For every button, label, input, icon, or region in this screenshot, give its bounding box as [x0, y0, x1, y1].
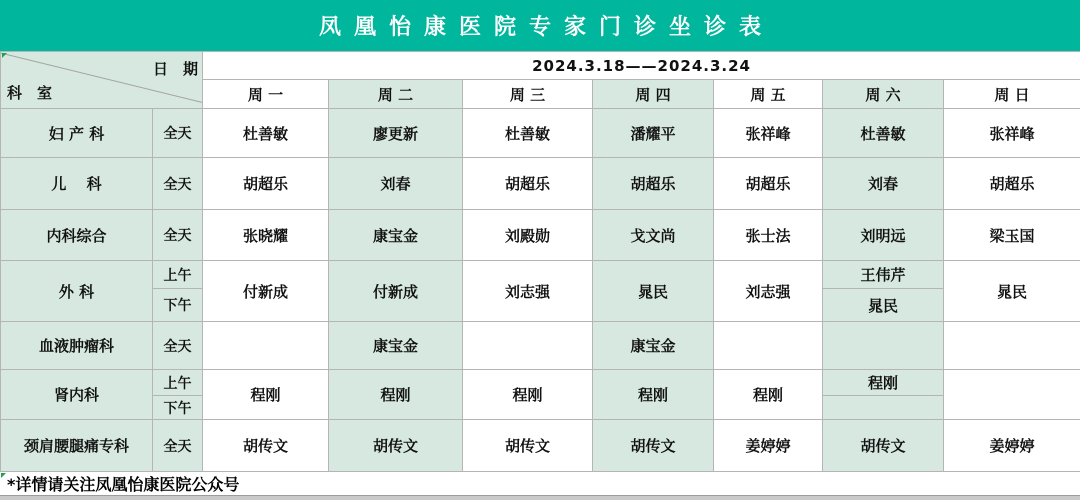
schedule-cell[interactable]: [823, 396, 944, 420]
schedule-cell[interactable]: 胡传文: [823, 420, 944, 472]
bottom-strip: [0, 496, 1080, 500]
schedule-cell[interactable]: 廖更新: [329, 109, 463, 158]
schedule-cell[interactable]: 梁玉国: [944, 210, 1080, 261]
schedule-cell[interactable]: 张士法: [714, 210, 823, 261]
time-cell-am[interactable]: 上午: [153, 261, 203, 289]
schedule-cell[interactable]: 刘明远: [823, 210, 944, 261]
dept-cell[interactable]: 妇 产 科: [1, 109, 153, 158]
dept-axis-label: 科 室: [7, 84, 53, 102]
schedule-cell[interactable]: 胡传文: [593, 420, 714, 472]
schedule-cell[interactable]: 胡传文: [329, 420, 463, 472]
schedule-cell[interactable]: 杜善敏: [463, 109, 593, 158]
schedule-cell[interactable]: 戈文尚: [593, 210, 714, 261]
day-header-thu[interactable]: 周 四: [593, 80, 714, 109]
schedule-cell[interactable]: 刘春: [329, 158, 463, 210]
schedule-cell[interactable]: 胡超乐: [593, 158, 714, 210]
day-header-sat[interactable]: 周 六: [823, 80, 944, 109]
schedule-cell[interactable]: 胡传文: [203, 420, 329, 472]
schedule-cell[interactable]: 刘春: [823, 158, 944, 210]
corner-cell[interactable]: [1, 52, 203, 109]
schedule-cell[interactable]: [944, 322, 1080, 370]
schedule-cell[interactable]: 胡超乐: [944, 158, 1080, 210]
schedule-cell[interactable]: [944, 370, 1080, 420]
time-cell-pm[interactable]: 下午: [153, 396, 203, 420]
schedule-cell[interactable]: 杜善敏: [203, 109, 329, 158]
date-range-cell[interactable]: 2024.3.18——2024.3.24: [203, 52, 1080, 80]
schedule-cell[interactable]: 张祥峰: [714, 109, 823, 158]
schedule-cell[interactable]: 王伟芹: [823, 261, 944, 289]
corner-mark-icon: [1, 473, 6, 478]
schedule-cell[interactable]: 张晓耀: [203, 210, 329, 261]
title-bar: [0, 0, 1080, 51]
schedule-cell[interactable]: [203, 322, 329, 370]
time-cell[interactable]: 全天: [153, 420, 203, 472]
schedule-cell[interactable]: 张祥峰: [944, 109, 1080, 158]
time-cell[interactable]: 全天: [153, 322, 203, 370]
schedule-cell[interactable]: 程刚: [823, 370, 944, 396]
schedule-cell[interactable]: 刘殿勋: [463, 210, 593, 261]
schedule-cell[interactable]: 程刚: [714, 370, 823, 420]
schedule-cell[interactable]: 胡传文: [463, 420, 593, 472]
schedule-cell[interactable]: 潘耀平: [593, 109, 714, 158]
schedule-cell[interactable]: 晁民: [593, 261, 714, 322]
dept-cell[interactable]: 儿 科: [1, 158, 153, 210]
day-header-wed[interactable]: 周 三: [463, 80, 593, 109]
dept-cell[interactable]: 外 科: [1, 261, 153, 322]
dept-cell[interactable]: 内科综合: [1, 210, 153, 261]
page-title: 凤凰怡康医院专家门诊坐诊表: [318, 15, 774, 40]
schedule-cell[interactable]: [823, 322, 944, 370]
footer-note: *详情请关注凤凰怡康医院公众号: [7, 475, 240, 494]
schedule-cell[interactable]: 康宝金: [329, 210, 463, 261]
day-header-sun[interactable]: 周 日: [944, 80, 1080, 109]
corner-mark-icon: [2, 53, 7, 58]
schedule-cell[interactable]: [463, 322, 593, 370]
schedule-cell[interactable]: 程刚: [463, 370, 593, 420]
date-axis-label: 日 期: [152, 60, 198, 78]
schedule-cell[interactable]: 康宝金: [329, 322, 463, 370]
schedule-cell[interactable]: 付新成: [329, 261, 463, 322]
time-cell[interactable]: 全天: [153, 158, 203, 210]
schedule-cell[interactable]: 刘志强: [463, 261, 593, 322]
day-header-mon[interactable]: 周 一: [203, 80, 329, 109]
dept-cell[interactable]: 血液肿瘤科: [1, 322, 153, 370]
schedule-cell[interactable]: 程刚: [203, 370, 329, 420]
day-header-tue[interactable]: 周 二: [329, 80, 463, 109]
time-cell-am[interactable]: 上午: [153, 370, 203, 396]
schedule-cell[interactable]: 杜善敏: [823, 109, 944, 158]
schedule-cell[interactable]: 姜婷婷: [944, 420, 1080, 472]
dept-cell[interactable]: 肾内科: [1, 370, 153, 420]
schedule-cell[interactable]: 康宝金: [593, 322, 714, 370]
time-cell[interactable]: 全天: [153, 109, 203, 158]
schedule-cell[interactable]: 胡超乐: [203, 158, 329, 210]
schedule-cell[interactable]: 付新成: [203, 261, 329, 322]
schedule-cell[interactable]: 胡超乐: [714, 158, 823, 210]
dept-cell[interactable]: 颈肩腰腿痛专科: [1, 420, 153, 472]
time-cell[interactable]: 全天: [153, 210, 203, 261]
schedule-cell[interactable]: 胡超乐: [463, 158, 593, 210]
day-header-fri[interactable]: 周 五: [714, 80, 823, 109]
schedule-cell[interactable]: 程刚: [593, 370, 714, 420]
schedule-cell[interactable]: [714, 322, 823, 370]
schedule-cell[interactable]: 姜婷婷: [714, 420, 823, 472]
footer-row[interactable]: [0, 472, 1080, 496]
time-cell-pm[interactable]: 下午: [153, 289, 203, 322]
schedule-cell[interactable]: 刘志强: [714, 261, 823, 322]
schedule-table: [0, 51, 1080, 472]
schedule-cell[interactable]: 晁民: [823, 289, 944, 322]
schedule-cell[interactable]: 晁民: [944, 261, 1080, 322]
schedule-cell[interactable]: 程刚: [329, 370, 463, 420]
